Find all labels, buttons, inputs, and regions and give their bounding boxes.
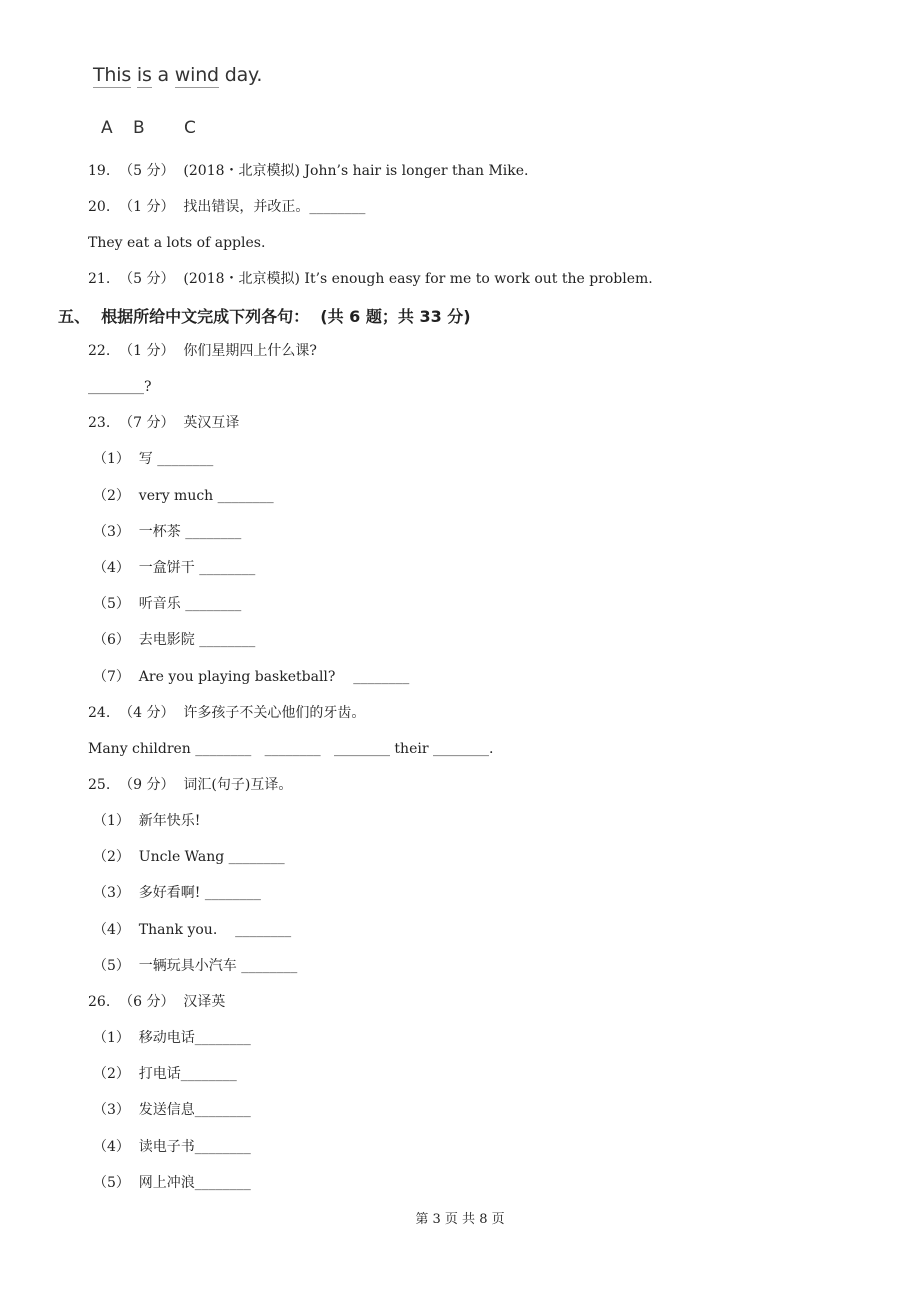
question-20: 20. （1 分） 找出错误，并改正。________ [88, 199, 366, 215]
word-is: is [136, 64, 152, 86]
question-26: 26. （6 分） 汉译英 [88, 994, 226, 1010]
question-25: 25. （9 分） 词汇(句子)互译。 [88, 777, 293, 793]
question-23-item: （2） very much ________ [93, 488, 274, 504]
question-23: 23. （7 分） 英汉互译 [88, 415, 240, 431]
question-24: 24. （4 分） 许多孩子不关心他们的牙齿。 [88, 705, 366, 721]
question-25-item: （1） 新年快乐! [93, 813, 201, 829]
question-21: 21. （5 分） (2018・北京模拟) It’s enough easy for me to work out the problem. [88, 271, 653, 287]
question-19: 19. （5 分） (2018・北京模拟) John’s hair is longer than Mike. [88, 163, 529, 179]
question-20-sentence: They eat a lots of apples. [88, 235, 266, 251]
question-25-item: （2） Uncle Wang ________ [93, 849, 285, 865]
question-23-item: （6） 去电影院 ________ [93, 632, 256, 648]
question-26-item: （1） 移动电话________ [93, 1030, 251, 1046]
word-wind: wind [174, 64, 219, 86]
question-25-item: （4） Thank you. ________ [93, 922, 292, 938]
question-23-item: （5） 听音乐 ________ [93, 596, 242, 612]
question-23-item: （4） 一盒饼干 ________ [93, 560, 256, 576]
word-this: This [93, 64, 132, 86]
image-sentence: This is a wind day. [93, 64, 263, 86]
option-b[interactable]: B [133, 118, 145, 138]
option-a[interactable]: A [101, 118, 113, 138]
question-26-item: （2） 打电话________ [93, 1066, 237, 1082]
question-23-item: （1） 写 ________ [93, 451, 214, 467]
question-23-item: （7） Are you playing basketball? ________ [93, 669, 410, 685]
question-23-item: （3） 一杯茶 ________ [93, 524, 242, 540]
question-24-sentence: Many children ________ ________ ________ their ________. [88, 741, 494, 757]
section-5-heading: 五、 根据所给中文完成下列各句： (共 6 题；共 33 分) [58, 307, 471, 326]
question-22-blank: ________? [88, 379, 152, 395]
question-26-item: （5） 网上冲浪________ [93, 1175, 251, 1191]
question-25-item: （3） 多好看啊! ________ [93, 885, 261, 901]
question-26-item: （4） 读电子书________ [93, 1139, 251, 1155]
question-22: 22. （1 分） 你们星期四上什么课? [88, 343, 317, 359]
question-25-item: （5） 一辆玩具小汽车 ________ [93, 958, 298, 974]
page-footer: 第 3 页 共 8 页 [415, 1212, 505, 1227]
question-26-item: （3） 发送信息________ [93, 1102, 251, 1118]
option-c[interactable]: C [184, 118, 196, 138]
